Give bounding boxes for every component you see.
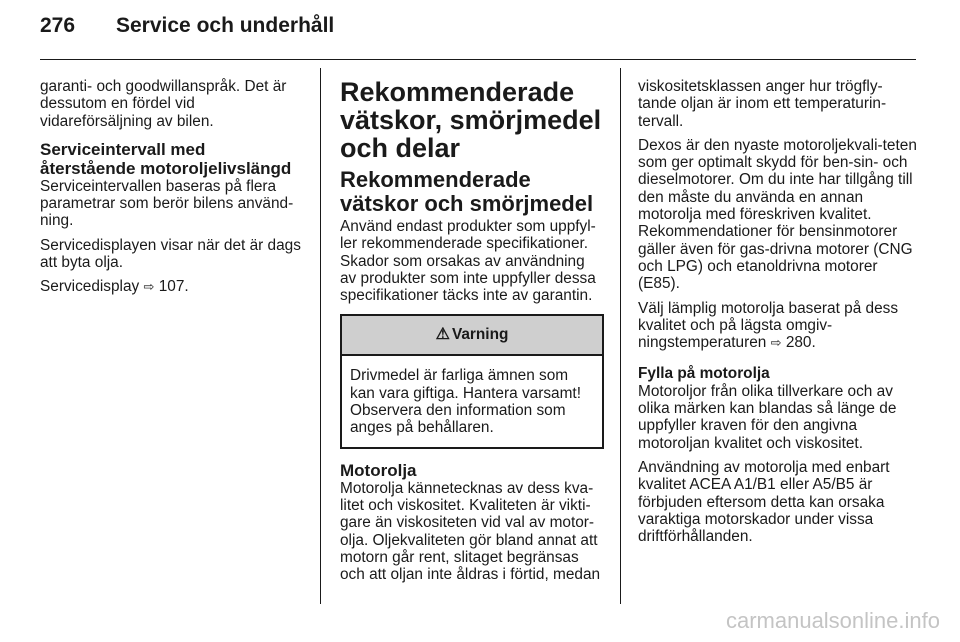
- paragraph-service-params: Serviceintervallen baseras på flera parametrar som berör bilens använd-ning.: [40, 177, 294, 230]
- service-display-label: Servicedisplay: [40, 278, 140, 296]
- column-right: [638, 78, 920, 552]
- service-display-page-link[interactable]: 107.: [158, 278, 189, 296]
- warning-title: Varning: [451, 326, 509, 344]
- paragraph-service-display: Servicedisplayen visar när det är dags att byta olja.: [40, 236, 301, 272]
- column-divider-1: [320, 68, 321, 604]
- page-number: 276: [40, 14, 76, 37]
- warning-triangle-icon: ⚠: [435, 326, 450, 344]
- paragraph-choose-oil: [638, 300, 920, 352]
- choose-oil-text: Välj lämplig motorolja baserat på dess kvalitet och på lägsta omgiv-ningstemperaturen: [638, 299, 899, 352]
- watermark: carmanualsonline.info: [725, 608, 940, 633]
- paragraph-viscosity: viskositetsklassen anger hur trögfly-tande oljan är inom ett temperaturin-tervall.: [638, 78, 887, 130]
- header-rule: [40, 59, 916, 60]
- heading-service-interval: Serviceintervall med återstående motoroljelivslängd: [40, 139, 292, 178]
- paragraph-mix-oils: Motoroljor från olika tillverkare och av olika märken kan blandas så länge de uppfyller kraven för den angivna motoroljan kvalitet och viskositet.: [638, 382, 897, 452]
- page-reference-arrow-icon: ⇨: [770, 335, 782, 351]
- column-left: [40, 78, 304, 303]
- paragraph-warranty: garanti- och goodwillanspråk. Det är dessutom en fördel vid vidareförsäljning av bilen.: [40, 78, 287, 130]
- column-middle: [340, 78, 604, 590]
- heading-recommended-fluids-sub: Rekommenderade vätskor och smörjmedel: [340, 167, 594, 216]
- heading-motorolja: Motorolja: [340, 460, 417, 480]
- choose-oil-page-link[interactable]: 280.: [785, 334, 816, 352]
- page-reference-arrow-icon: ⇨: [143, 279, 155, 295]
- section-title: Service och underhåll: [116, 14, 335, 37]
- warning-text: Drivmedel är farliga ämnen som kan vara giftiga. Hantera varsamt! Observera den information som anges på behållaren.: [350, 367, 581, 437]
- column-divider-2: [620, 68, 621, 604]
- heading-recommended-fluids-main: Rekommenderade vätskor, smörjmedel och delar: [340, 77, 602, 163]
- paragraph-use-products: Använd endast produkter som uppfyl-ler rekommenderade specifikationer. Skador som orsakas av användning av produkter som inte uppfyller dessa specifikationer täcks inte av garantin.: [340, 218, 596, 305]
- paragraph-motorolja: Motorolja kännetecknas av dess kva-litet och viskositet. Kvaliteten är vikti-gare än viskositeten vid val av motor-olja. Oljekvaliteten gör bland annat att motorn går rent, slitaget begränsas och att oljan inte åldras i förtid, medan: [340, 479, 601, 584]
- paragraph-service-display-ref: [40, 278, 304, 295]
- heading-fill-oil: Fylla på motorolja: [638, 365, 770, 383]
- warning-box: [340, 314, 604, 448]
- warning-header: [342, 316, 602, 356]
- paragraph-acea: Användning av motorolja med enbart kvalitet ACEA A1/B1 eller A5/B5 är förbjuden eftersom detta kan orsaka varaktiga motorskador under vissa driftförhållanden.: [638, 458, 890, 546]
- paragraph-dexos: Dexos är den nyaste motoroljekvali-teten som ger optimalt skydd för ben-sin- och dieselmotorer. Om du inte har tillgång till den måste du använda en annan motorolja med föreskriven kvalitet. Rekommendationer för bensinmotorer gäller även för gas-drivna motorer (CNG och LPG) och etanoldrivna motorer (E85).: [638, 136, 917, 293]
